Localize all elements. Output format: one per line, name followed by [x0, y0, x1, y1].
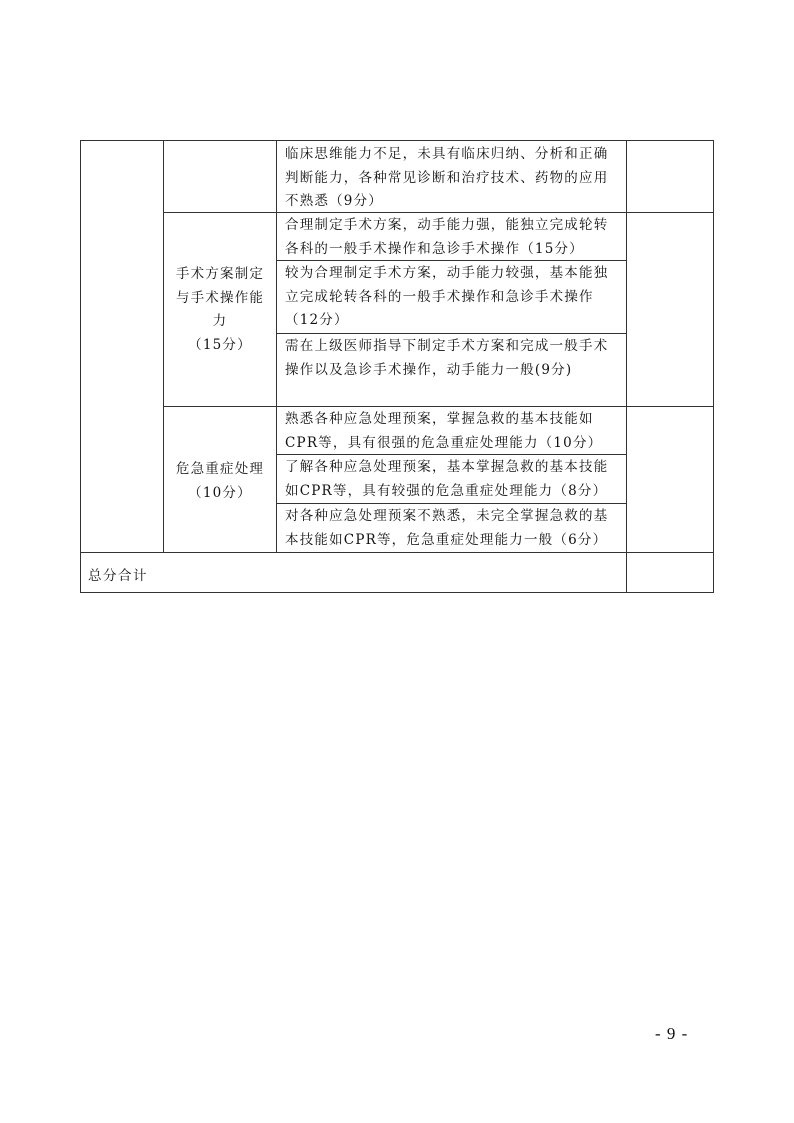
criterion-name [164, 263, 276, 357]
level-description: 合理制定手术方案，动手能力强，能独立完成轮转各科的一般手术操作和急诊手术操作（15分） [285, 217, 609, 257]
row-divider [276, 333, 626, 334]
row-divider [163, 406, 714, 407]
table-border-left [80, 140, 81, 593]
table-border-top [80, 140, 714, 141]
total-score-label: 总分合计 [88, 568, 148, 584]
level-description: 了解各种应急处理预案，基本掌握急救的基本技能如CPR等，具有较强的危急重症处理能力（8分） [285, 459, 609, 499]
level-description: 临床思维能力不足，未具有临床归纳、分析和正确判断能力，各种常见诊断和治疗技术、药物的应用不熟悉（9分） [285, 146, 609, 209]
criterion-name-line: 手术方案制定 [175, 266, 265, 282]
row-divider [80, 552, 714, 553]
criterion-points: （15分） [188, 336, 252, 353]
level-description: 需在上级医师指导下制定手术方案和完成一般手术操作以及急诊手术操作，动手能力一般(9分) [285, 338, 609, 378]
column-divider [626, 140, 627, 593]
criterion-name [164, 458, 276, 505]
page-number: - 9 - [655, 1024, 689, 1043]
level-description: 熟悉各种应急处理预案，掌握急救的基本技能如CPR等，具有很强的危急重症处理能力（10分） [285, 411, 603, 451]
criterion-name-line: 危急重症处理 [175, 461, 265, 477]
table-border-bottom [80, 592, 714, 593]
criterion-name-line: 与手术操作能 [175, 289, 265, 306]
level-description: 较为合理制定手术方案，动手能力较强，基本能独立完成轮转各科的一般手术操作和急诊手术操作（12分） [285, 265, 609, 328]
evaluation-table [80, 140, 714, 593]
criterion-points: （10分） [188, 484, 252, 501]
criterion-name-line: 力 [212, 313, 228, 329]
row-divider [276, 503, 626, 504]
table-border-right [713, 140, 714, 593]
column-divider [276, 140, 277, 552]
level-description: 对各种应急处理预案不熟悉，未完全掌握急救的基本技能如CPR等，危急重症处理能力一般（6分） [285, 508, 609, 548]
